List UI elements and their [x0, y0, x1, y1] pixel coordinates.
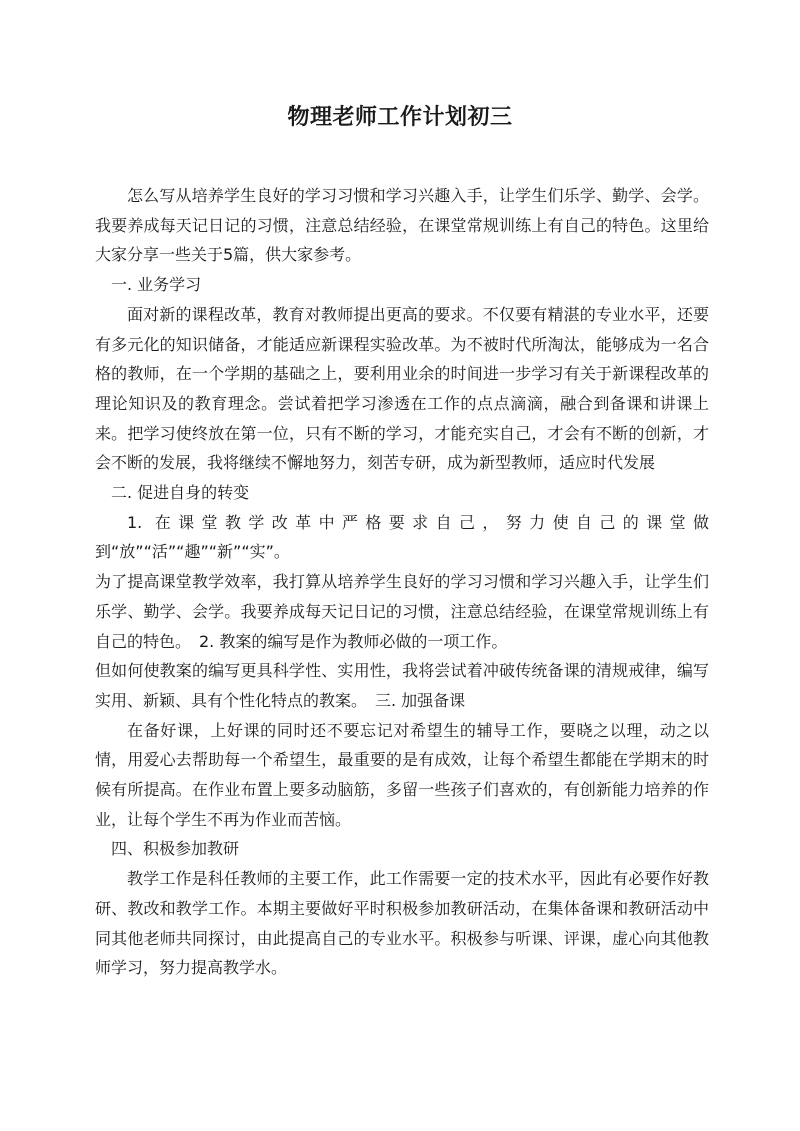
intro-paragraph: 怎么写从培养学生良好的学习习惯和学习兴趣入手，让学生们乐学、勤学、会学。我要养成每天记日记的习惯，注意总结经验，在课堂常规训练上有自己的特色。这里给大家分享一些关于5篇，供大家参考。: [95, 186, 709, 265]
business-study-paragraph: 面对新的课程改革，教育对教师提出更高的要求。不仅要有精湛的专业水平，还要有多元化的知识储备，才能适应新课程实验改革。为不被时代所淘汰，能够成为一名合格的教师，在一个学期的基础之上，要利用业余的时间进一步学习有关于新课程改革的理论知识及的教育理念。尝试着把学习渗透在工作的点点滴滴，融合到备课和讲课上来。把学习使终放在第一位，只有不断的学习，才能充实自己，才会有不断的创新，才会不断的发展，我将继续不懈地努力，刻苦专研，成为新型教师，适应时代发展: [95, 304, 709, 473]
section-heading-self-change: 二. 促进自身的转变: [111, 483, 250, 503]
teaching-efficiency-paragraph: 为了提高课堂教学效率，我打算从培养学生良好的学习习惯和学习兴趣入手，让学生们乐学、勤学、会学。我要养成每天记日记的习惯，注意总结经验，在课堂常规训练上有自己的特色。 2. 教案的编写是作为教师必做的一项工作。: [95, 572, 709, 651]
document-title: 物理老师工作计划初三: [287, 105, 513, 130]
teaching-research-paragraph: 教学工作是科任教师的主要工作，此工作需要一定的技术水平，因此有必要作好教研、教改和教学工作。本期主要做好平时积极参加教研活动，在集体备课和教研活动中同其他老师共同探讨，由此提高自己的专业水平。积极参与听课、评课，虚心向其他教师学习，努力提高教学水。: [95, 869, 709, 978]
lesson-prep-paragraph: 在备好课，上好课的同时还不要忘记对希望生的辅导工作，要晓之以理，动之以情，用爱心去帮助每一个希望生，最重要的是有成效，让每个希望生都能在学期末的时候有所提高。在作业布置上要多动脑筋，多留一些孩子们喜欢的，有创新能力培养的作业，让每个学生不再为作业而苦恼。: [95, 720, 709, 829]
section-heading-teaching-research: 四、积极参加教研: [111, 839, 240, 859]
classroom-reform-paragraph: 1. 在课堂教学改革中严格要求自己，努力使自己的课堂做到“放”“活”“趣”“新”“实”。: [95, 512, 709, 562]
lesson-plan-paragraph: 但如何使教案的编写更具科学性、实用性，我将尝试着冲破传统备课的清规戒律，编写实用、新颖、具有个性化特点的教案。 三. 加强备课: [95, 661, 709, 710]
section-heading-business-study: 一. 业务学习: [111, 275, 202, 295]
document-body: [95, 181, 709, 983]
